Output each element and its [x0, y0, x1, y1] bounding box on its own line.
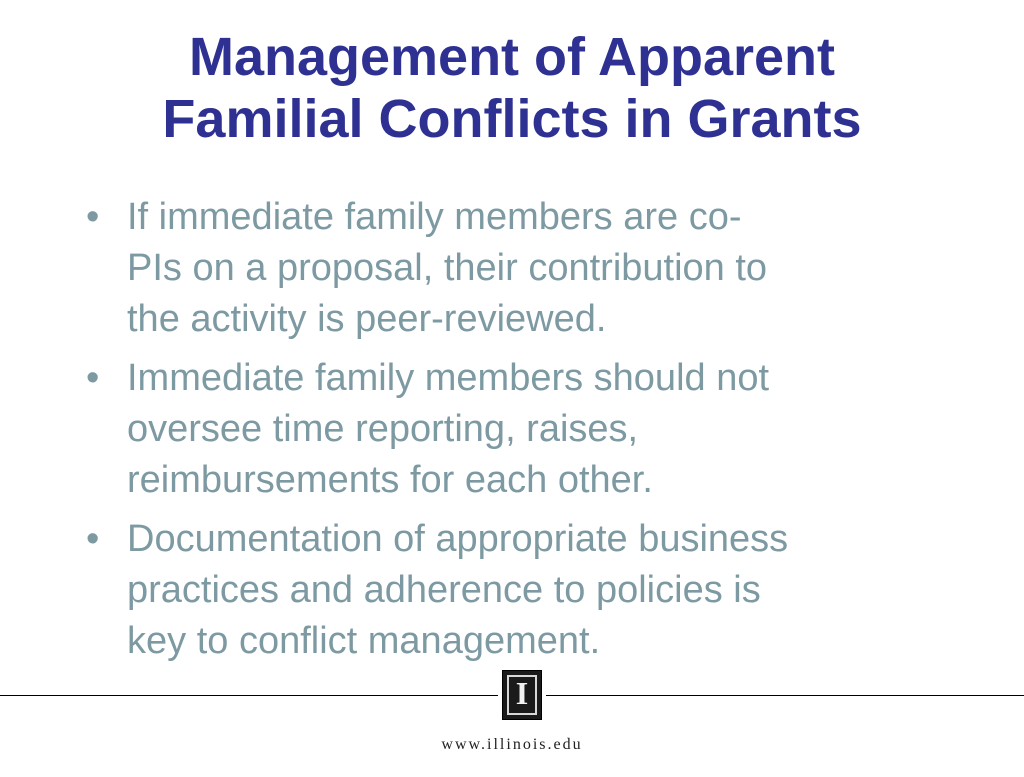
bullet-text-line: key to conflict management.	[127, 620, 601, 662]
bullet-item	[84, 514, 944, 667]
illinois-logo-icon	[502, 670, 542, 720]
bullet-text-line: reimbursements for each other.	[127, 459, 653, 501]
bullet-dot-icon: •	[86, 357, 100, 399]
bullet-text-line: Documentation of appropriate business	[127, 518, 789, 560]
bullet-text-line: the activity is peer-reviewed.	[127, 298, 607, 340]
footer-url: www.illinois.edu	[441, 736, 583, 753]
footer-divider-right	[546, 695, 1024, 696]
slide-title-line-2: Familial Conflicts in Grants	[162, 89, 862, 149]
bullet-item	[84, 353, 944, 506]
bullet-dot-icon: •	[86, 518, 100, 560]
bullet-text-line: oversee time reporting, raises,	[127, 408, 639, 450]
logo-letter: I	[515, 675, 529, 711]
bullet-dot-icon: •	[86, 196, 100, 238]
bullet-text-line: practices and adherence to policies is	[127, 569, 761, 611]
slide-title-line-1: Management of Apparent	[188, 27, 836, 87]
bullet-text-line: If immediate family members are co-	[127, 196, 742, 238]
bullet-item	[84, 192, 944, 345]
bullet-text-line: PIs on a proposal, their contribution to	[127, 247, 768, 289]
bullet-list	[84, 192, 944, 675]
footer-divider-left	[0, 695, 498, 696]
bullet-text-line: Immediate family members should not	[127, 357, 770, 399]
slide-title	[0, 26, 1024, 150]
